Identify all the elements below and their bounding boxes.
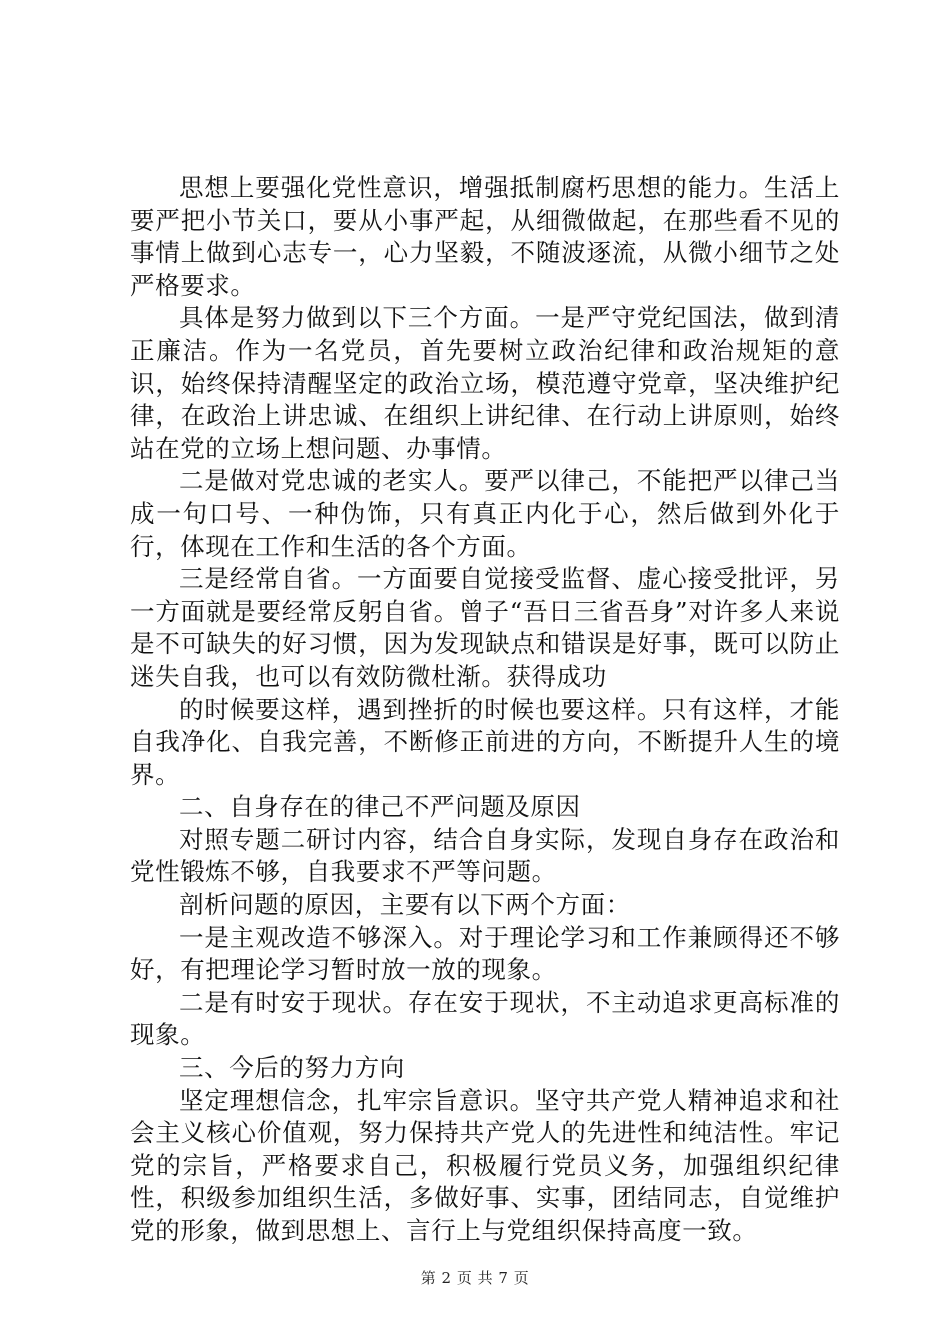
page-number-footer: 第 2 页 共 7 页 [420, 1269, 530, 1287]
document-body [130, 172, 840, 1248]
paragraph-future-direction: 坚定理想信念，扎牢宗旨意识。坚守共产党人精神追求和社会主义核心价值观，努力保持共产党人的先进性和纯洁性。牢记党的宗旨，严格要求自己，积极履行党员义务，加强组织纪律性，积级参加组织生活，多做好事、实事，团结同志，自觉维护党的形象，做到思想上、言行上与党组织保持高度一致。 [130, 1085, 840, 1245]
paragraph-cause-analysis: 剖析问题的原因，主要有以下两个方面： [179, 890, 631, 920]
paragraph-discipline-intro: 思想上要强化党性意识，增强抵制腐朽思想的能力。生活上要严把小节关口，要从小事严起，从细微做起，在那些看不见的事情上做到心志专一，心力坚毅，不随波逐流，从微小细节之处严格要求。 [130, 173, 840, 300]
section-heading-problems: 二、自身存在的律己不严问题及原因 [179, 792, 581, 822]
section-heading-direction: 三、今后的努力方向 [179, 1053, 405, 1083]
paragraph-success-setback: 的时候要这样，遇到挫折的时候也要这样。只有这样，才能自我净化、自我完善，不断修正前进的方向，不断提升人生的境界。 [130, 694, 840, 789]
paragraph-self-reflection: 三是经常自省。一方面要自觉接受监督、虚心接受批评，另一方面就是要经常反躬自省。曾子“吾日三省吾身”对许多人来说是不可缺失的好习惯，因为发现缺点和错误是好事，既可以防止迷失自我，也可以有效防微杜渐。获得成功 [130, 564, 840, 691]
paragraph-cause-one: 一是主观改造不够深入。对于理论学习和工作兼顾得还不够好，有把理论学习暂时放一放的现象。 [130, 922, 840, 985]
paragraph-loyal-honest: 二是做对党忠诚的老实人。要严以律己，不能把严以律己当成一句口号、一种伪饰，只有真正内化于心，然后做到外化于行，体现在工作和生活的各个方面。 [130, 466, 840, 561]
paragraph-problems-found: 对照专题二研讨内容，结合自身实际，发现自身存在政治和党性锻炼不够，自我要求不严等问题。 [130, 824, 840, 887]
paragraph-three-aspects: 具体是努力做到以下三个方面。一是严守党纪国法，做到清正廉洁。作为一名党员，首先要树立政治纪律和政治规矩的意识，始终保持清醒坚定的政治立场，模范遵守党章，坚决维护纪律，在政治上讲忠诚、在组织上讲纪律、在行动上讲原则，始终站在党的立场上想问题、办事情。 [130, 303, 840, 463]
paragraph-cause-two: 二是有时安于现状。存在安于现状，不主动追求更高标准的现象。 [130, 987, 840, 1050]
